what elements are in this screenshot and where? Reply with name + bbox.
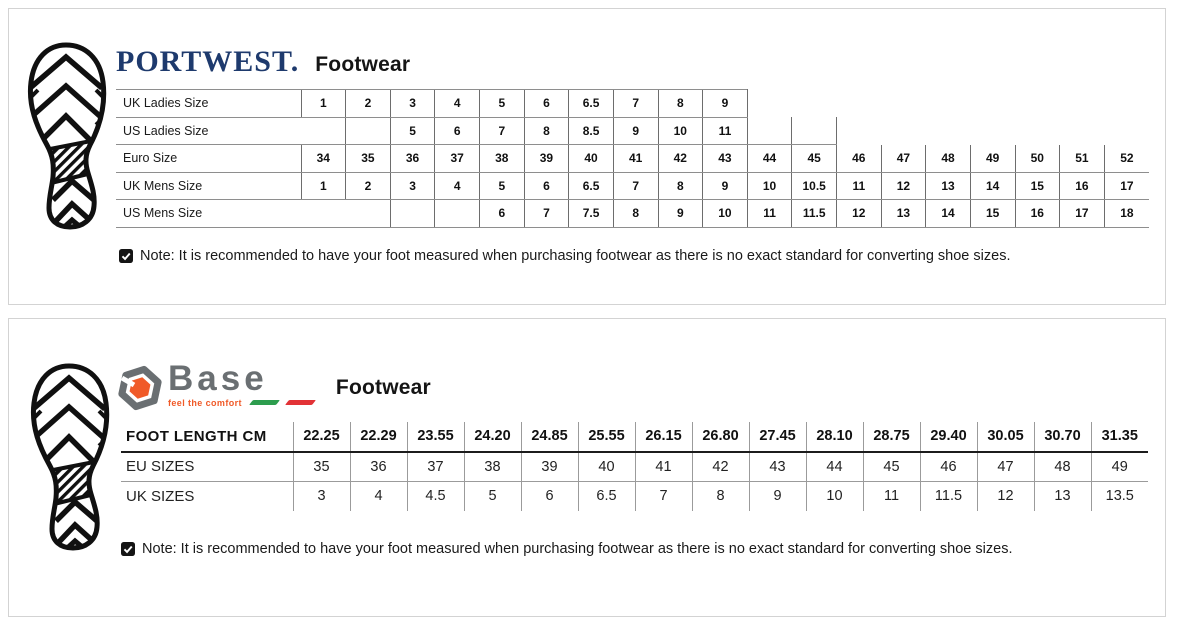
size-cell: 52 bbox=[1104, 145, 1149, 173]
empty-cell bbox=[970, 117, 1015, 145]
size-cell: 16 bbox=[1015, 200, 1060, 228]
size-cell: 45 bbox=[863, 452, 920, 482]
size-cell: 5 bbox=[480, 90, 525, 118]
size-cell: 4 bbox=[435, 90, 480, 118]
table-row bbox=[116, 117, 1149, 145]
size-cell: 5 bbox=[480, 172, 525, 200]
empty-cell bbox=[747, 90, 792, 118]
size-cell: 10 bbox=[806, 482, 863, 511]
row-label: FOOT LENGTH CM bbox=[121, 422, 293, 452]
table-row bbox=[116, 200, 1149, 228]
size-cell: 5 bbox=[464, 482, 521, 511]
size-cell: 13.5 bbox=[1091, 482, 1148, 511]
size-cell: 49 bbox=[1091, 452, 1148, 482]
size-cell: 47 bbox=[881, 145, 926, 173]
row-label: UK Mens Size bbox=[116, 172, 301, 200]
size-cell: 6 bbox=[480, 200, 525, 228]
size-cell: 6 bbox=[524, 172, 569, 200]
size-cell: 9 bbox=[658, 200, 703, 228]
portwest-logo: PORTWEST. bbox=[116, 45, 300, 78]
table-row bbox=[116, 90, 1149, 118]
size-cell bbox=[435, 200, 480, 228]
row-label: UK SIZES bbox=[126, 487, 195, 505]
empty-cell bbox=[837, 117, 882, 145]
size-cell: 2 bbox=[346, 172, 391, 200]
size-cell: 48 bbox=[1034, 452, 1091, 482]
size-cell: 42 bbox=[692, 452, 749, 482]
table-row bbox=[121, 482, 1148, 511]
red-flag-bar bbox=[285, 400, 316, 405]
size-cell bbox=[301, 117, 346, 145]
empty-cell bbox=[792, 90, 837, 118]
size-cell: 16 bbox=[1060, 172, 1105, 200]
size-cell: 9 bbox=[749, 482, 806, 511]
row-label: EU SIZES bbox=[121, 452, 293, 482]
portwest-note-text: Note: It is recommended to have your foot measured when purchasing footwear as there is no exact standard for converting shoe sizes. bbox=[140, 248, 1011, 264]
size-cell: 41 bbox=[635, 452, 692, 482]
base-product-line: Footwear bbox=[335, 376, 431, 399]
size-cell: 7 bbox=[524, 200, 569, 228]
size-cell: 42 bbox=[658, 145, 703, 173]
size-cell: 43 bbox=[749, 452, 806, 482]
size-cell: 11.5 bbox=[920, 482, 977, 511]
size-cell: 14 bbox=[926, 200, 971, 228]
size-cell bbox=[301, 200, 346, 228]
size-cell: 8 bbox=[658, 90, 703, 118]
size-cell: 7 bbox=[480, 117, 525, 145]
empty-cell bbox=[1104, 90, 1149, 118]
empty-cell bbox=[1104, 117, 1149, 145]
empty-cell bbox=[837, 90, 882, 118]
size-cell: 40 bbox=[578, 452, 635, 482]
size-cell: 23.55 bbox=[407, 422, 464, 452]
empty-cell bbox=[1060, 90, 1105, 118]
base-size-table bbox=[121, 422, 1148, 511]
size-cell: 49 bbox=[970, 145, 1015, 173]
shoe-print-icon bbox=[26, 363, 114, 551]
empty-cell bbox=[1060, 117, 1105, 145]
size-cell: 25.55 bbox=[578, 422, 635, 452]
size-cell: 35 bbox=[346, 145, 391, 173]
size-cell: 36 bbox=[350, 452, 407, 482]
size-cell: 17 bbox=[1104, 172, 1149, 200]
size-cell: 22.29 bbox=[350, 422, 407, 452]
size-cell bbox=[792, 117, 837, 145]
size-cell: 8 bbox=[658, 172, 703, 200]
size-cell: 9 bbox=[703, 90, 748, 118]
size-cell bbox=[747, 117, 792, 145]
size-cell: 51 bbox=[1060, 145, 1105, 173]
size-cell: 41 bbox=[613, 145, 658, 173]
size-cell: 37 bbox=[435, 145, 480, 173]
size-cell: 11 bbox=[863, 482, 920, 511]
size-cell: 18 bbox=[1104, 200, 1149, 228]
portwest-header bbox=[116, 45, 410, 79]
size-cell: 24.20 bbox=[464, 422, 521, 452]
empty-cell bbox=[1015, 117, 1060, 145]
base-note bbox=[121, 541, 1012, 557]
size-cell: 8 bbox=[524, 117, 569, 145]
size-cell: 4 bbox=[350, 482, 407, 511]
size-cell: 6.5 bbox=[569, 172, 614, 200]
check-box-icon bbox=[121, 542, 135, 556]
size-cell: 6.5 bbox=[569, 90, 614, 118]
row-label: Euro Size bbox=[116, 145, 301, 173]
size-cell: 47 bbox=[977, 452, 1034, 482]
size-cell: 8.5 bbox=[569, 117, 614, 145]
size-cell bbox=[346, 200, 391, 228]
row-label: US Ladies Size bbox=[116, 117, 301, 145]
size-cell: 12 bbox=[977, 482, 1034, 511]
size-cell: 13 bbox=[1034, 482, 1091, 511]
size-cell: 3 bbox=[390, 172, 435, 200]
size-cell: 11 bbox=[703, 117, 748, 145]
size-cell: 10 bbox=[703, 200, 748, 228]
size-cell: 28.75 bbox=[863, 422, 920, 452]
size-cell: 44 bbox=[747, 145, 792, 173]
size-cell: 6 bbox=[521, 482, 578, 511]
size-cell: 12 bbox=[881, 172, 926, 200]
size-cell: 29.40 bbox=[920, 422, 977, 452]
size-cell: 43 bbox=[703, 145, 748, 173]
size-cell: 17 bbox=[1060, 200, 1105, 228]
size-cell: 13 bbox=[926, 172, 971, 200]
size-cell: 15 bbox=[1015, 172, 1060, 200]
size-cell: 7 bbox=[613, 172, 658, 200]
size-cell: 11.5 bbox=[792, 200, 837, 228]
size-cell: 5 bbox=[390, 117, 435, 145]
size-cell: 36 bbox=[390, 145, 435, 173]
base-logo bbox=[117, 359, 314, 411]
portwest-size-table bbox=[116, 89, 1149, 228]
size-cell: 44 bbox=[806, 452, 863, 482]
size-cell: 9 bbox=[613, 117, 658, 145]
base-hexagon-icon bbox=[117, 365, 163, 411]
row-label: UK Ladies Size bbox=[116, 90, 301, 118]
size-cell: 1 bbox=[301, 90, 346, 118]
size-cell: 37 bbox=[407, 452, 464, 482]
base-wordmark: Base bbox=[168, 359, 268, 398]
size-cell: 8 bbox=[692, 482, 749, 511]
size-cell: 12 bbox=[837, 200, 882, 228]
size-cell: 14 bbox=[970, 172, 1015, 200]
size-cell: 3 bbox=[293, 482, 350, 511]
size-cell: 24.85 bbox=[521, 422, 578, 452]
size-cell: 34 bbox=[301, 145, 346, 173]
size-cell: 10 bbox=[658, 117, 703, 145]
empty-cell bbox=[926, 90, 971, 118]
portwest-panel bbox=[8, 8, 1166, 305]
green-flag-bar bbox=[249, 400, 280, 405]
table-row bbox=[121, 422, 1148, 452]
size-cell: 30.70 bbox=[1034, 422, 1091, 452]
size-cell: 10.5 bbox=[792, 172, 837, 200]
size-cell: 6 bbox=[524, 90, 569, 118]
size-cell: 4 bbox=[435, 172, 480, 200]
size-cell: 40 bbox=[569, 145, 614, 173]
empty-cell bbox=[1015, 90, 1060, 118]
size-cell: 7.5 bbox=[569, 200, 614, 228]
table-row bbox=[116, 145, 1149, 173]
size-cell: 11 bbox=[747, 200, 792, 228]
size-cell: 38 bbox=[464, 452, 521, 482]
size-cell: 26.15 bbox=[635, 422, 692, 452]
table-row bbox=[116, 172, 1149, 200]
size-cell: 30.05 bbox=[977, 422, 1034, 452]
size-cell: 46 bbox=[920, 452, 977, 482]
row-label: US Mens Size bbox=[116, 200, 301, 228]
size-cell: 39 bbox=[521, 452, 578, 482]
empty-cell bbox=[881, 117, 926, 145]
size-cell: 26.80 bbox=[692, 422, 749, 452]
size-cell: 46 bbox=[837, 145, 882, 173]
empty-cell bbox=[970, 90, 1015, 118]
size-cell: 11 bbox=[837, 172, 882, 200]
size-cell: 6 bbox=[435, 117, 480, 145]
size-cell: 27.45 bbox=[749, 422, 806, 452]
size-cell: 39 bbox=[524, 145, 569, 173]
size-cell: 1 bbox=[301, 172, 346, 200]
table-row bbox=[121, 452, 1148, 482]
shoe-print-icon bbox=[23, 42, 111, 230]
size-cell: 6.5 bbox=[578, 482, 635, 511]
size-cell: 7 bbox=[635, 482, 692, 511]
size-cell bbox=[346, 117, 391, 145]
check-box-icon bbox=[119, 249, 133, 263]
size-cell bbox=[390, 200, 435, 228]
size-cell: 4.5 bbox=[407, 482, 464, 511]
size-cell: 3 bbox=[390, 90, 435, 118]
size-cell: 9 bbox=[703, 172, 748, 200]
empty-cell bbox=[881, 90, 926, 118]
size-cell: 35 bbox=[293, 452, 350, 482]
size-cell: 15 bbox=[970, 200, 1015, 228]
size-cell: 10 bbox=[747, 172, 792, 200]
base-note-text: Note: It is recommended to have your foot measured when purchasing footwear as there is no exact standard for converting shoe sizes. bbox=[142, 541, 1013, 557]
size-cell: 8 bbox=[613, 200, 658, 228]
size-cell: 28.10 bbox=[806, 422, 863, 452]
portwest-note bbox=[119, 248, 1010, 264]
size-cell: 2 bbox=[346, 90, 391, 118]
portwest-product-line: Footwear bbox=[315, 53, 411, 76]
size-cell: 45 bbox=[792, 145, 837, 173]
size-cell: 31.35 bbox=[1091, 422, 1148, 452]
base-tagline: feel the comfort bbox=[168, 397, 242, 408]
base-panel bbox=[8, 318, 1166, 617]
base-header bbox=[117, 359, 431, 411]
empty-cell bbox=[926, 117, 971, 145]
size-cell: 38 bbox=[480, 145, 525, 173]
size-cell: 13 bbox=[881, 200, 926, 228]
size-cell: 50 bbox=[1015, 145, 1060, 173]
size-cell: 48 bbox=[926, 145, 971, 173]
size-cell: 7 bbox=[613, 90, 658, 118]
size-cell: 22.25 bbox=[293, 422, 350, 452]
